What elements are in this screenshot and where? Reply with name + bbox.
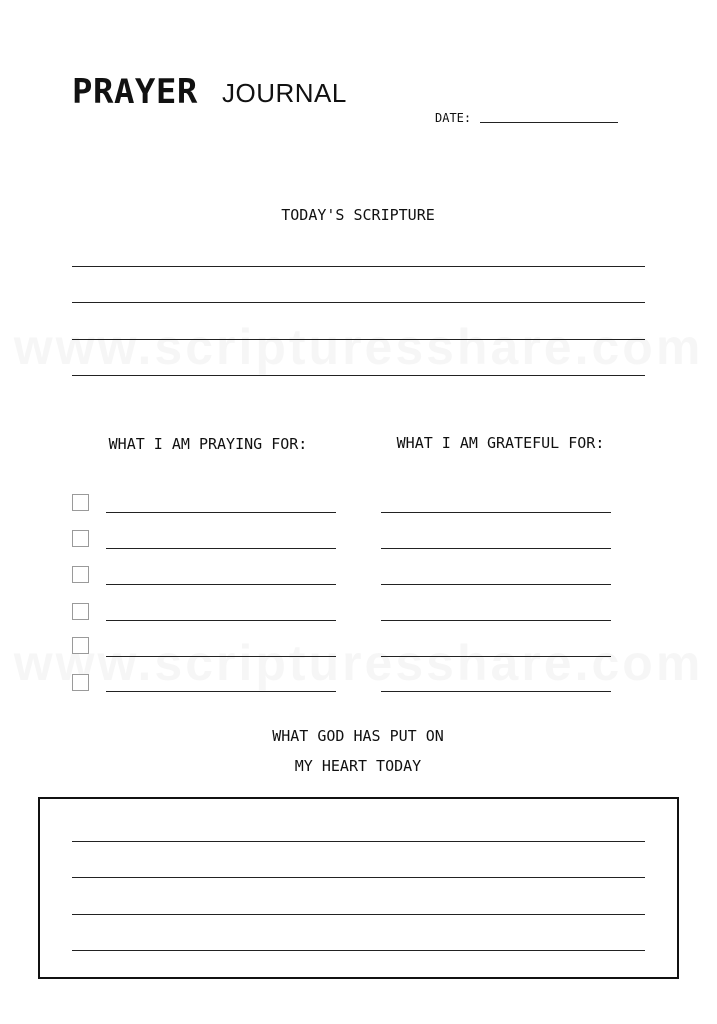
scripture-line[interactable] [72, 339, 645, 340]
grateful-line[interactable] [381, 584, 611, 585]
grateful-heading: WHAT I AM GRATEFUL FOR: [396, 434, 605, 452]
prayer-checkbox[interactable] [72, 603, 89, 620]
grateful-line[interactable] [381, 620, 611, 621]
page-title: PRAYER [72, 72, 198, 112]
prayer-line[interactable] [106, 548, 336, 549]
heart-notes-box [38, 797, 679, 979]
grateful-line[interactable] [381, 691, 611, 692]
prayer-checkbox[interactable] [72, 530, 89, 547]
prayer-checkbox[interactable] [72, 566, 89, 583]
watermark-text [0, 318, 717, 376]
prayer-checkbox[interactable] [72, 494, 89, 511]
page-subtitle: JOURNAL [222, 78, 347, 108]
watermark-text [0, 634, 717, 692]
praying-heading: WHAT I AM PRAYING FOR: [108, 435, 308, 453]
prayer-line[interactable] [106, 512, 336, 513]
scripture-line[interactable] [72, 302, 645, 303]
prayer-line[interactable] [106, 584, 336, 585]
prayer-line[interactable] [106, 691, 336, 692]
prayer-checkbox[interactable] [72, 674, 89, 691]
heart-heading-line2: MY HEART TODAY [294, 757, 422, 775]
prayer-line[interactable] [106, 620, 336, 621]
scripture-heading: TODAY'S SCRIPTURE [281, 206, 435, 224]
scripture-line[interactable] [72, 266, 645, 267]
heart-line[interactable] [72, 914, 645, 915]
date-label: DATE: [435, 111, 472, 125]
heart-line[interactable] [72, 841, 645, 842]
grateful-line[interactable] [381, 656, 611, 657]
prayer-checkbox[interactable] [72, 637, 89, 654]
grateful-line[interactable] [381, 548, 611, 549]
scripture-line[interactable] [72, 375, 645, 376]
heart-line[interactable] [72, 950, 645, 951]
heart-heading-line1: WHAT GOD HAS PUT ON [272, 727, 444, 745]
heart-line[interactable] [72, 877, 645, 878]
date-field[interactable] [480, 122, 618, 123]
prayer-line[interactable] [106, 656, 336, 657]
grateful-line[interactable] [381, 512, 611, 513]
